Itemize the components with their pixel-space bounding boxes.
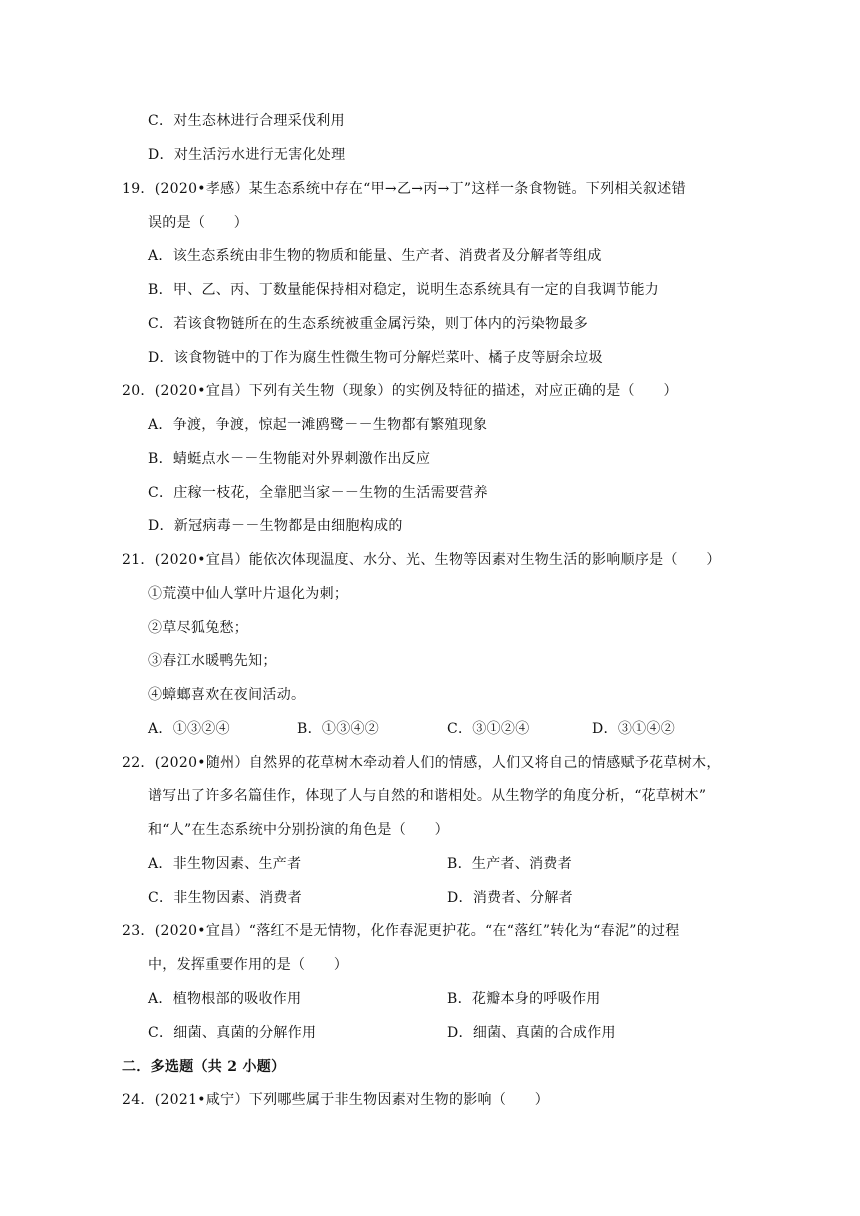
q19-option-b: B．甲、乙、丙、丁数量能保持相对稳定，说明生态系统具有一定的自我调节能力 [148, 282, 660, 298]
q22-option-d: D．消费者、分解者 [447, 890, 573, 906]
question-22-text-cont-1: 谱写出了许多名篇佳作，体现了人与自然的和谐相处。从生物学的角度分析，“花草树木” [148, 788, 707, 804]
question-19-text: 19．(2020•孝感）某生态系统中存在“甲→乙→丙→丁”这样一条食物链。下列相关叙述错 [122, 181, 686, 197]
question-19-text-cont: 误的是（ ） [148, 215, 249, 231]
q18-option-c: C．对生态林进行合理采伐利用 [148, 113, 345, 129]
q21-statement-2: ②草尽狐兔愁； [148, 620, 249, 636]
q21-statement-3: ③春江水暖鸭先知； [148, 653, 277, 669]
question-23-text-cont: 中，发挥重要作用的是（ ） [148, 957, 349, 973]
q23-option-d: D．细菌、真菌的合成作用 [447, 1025, 616, 1041]
q20-option-d: D．新冠病毒－－生物都是由细胞构成的 [148, 518, 403, 534]
q22-option-b: B．生产者、消费者 [447, 856, 572, 872]
q21-option-a: A．①③②④ [148, 721, 230, 737]
q21-option-b: B．①③④② [297, 721, 380, 737]
question-24-text: 24．(2021•咸宁）下列哪些属于非生物因素对生物的影响（ ） [122, 1092, 550, 1108]
q20-option-a: A．争渡，争渡，惊起一滩鸥鹭－－生物都有繁殖现象 [148, 417, 488, 433]
question-21-text: 21．(2020•宜昌）能依次体现温度、水分、光、生物等因素对生物生活的影响顺序是（ ） [122, 552, 721, 568]
question-23-text: 23．(2020•宜昌）“落红不是无情物，化作春泥更护花。“在“落红”转化为“春泥”的过程 [122, 923, 680, 939]
q22-option-a: A．非生物因素、生产者 [148, 856, 302, 872]
question-22-text: 22．(2020•随州）自然界的花草树木牵动着人们的情感，人们又将自己的情感赋予花草树木， [122, 755, 721, 771]
q21-option-d: D．③①④② [592, 721, 676, 737]
question-20-text: 20．(2020•宜昌）下列有关生物（现象）的实例及特征的描述，对应正确的是（ ） [122, 383, 678, 399]
q21-statement-1: ①荒漠中仙人掌叶片退化为刺； [148, 586, 349, 602]
section-heading-multiple-choice: 二．多选题（共 2 小题） [122, 1059, 286, 1075]
q21-statement-4: ④蟑螂喜欢在夜间活动。 [148, 687, 306, 703]
question-22-text-cont-2: 和“人”在生态系统中分别扮演的角色是（ ） [148, 822, 449, 838]
q23-option-c: C．细菌、真菌的分解作用 [148, 1025, 317, 1041]
q23-option-a: A．植物根部的吸收作用 [148, 991, 302, 1007]
q19-option-a: A．该生态系统由非生物的物质和能量、生产者、消费者及分解者等组成 [148, 248, 602, 264]
q21-option-c: C．③①②④ [447, 721, 530, 737]
q18-option-d: D．对生活污水进行无害化处理 [148, 147, 346, 163]
q19-option-c: C．若该食物链所在的生态系统被重金属污染，则丁体内的污染物最多 [148, 316, 589, 332]
q22-option-c: C．非生物因素、消费者 [148, 890, 303, 906]
q20-option-c: C．庄稼一枝花，全靠肥当家－－生物的生活需要营养 [148, 485, 488, 501]
q20-option-b: B．蜻蜓点水－－生物能对外界刺激作出反应 [148, 451, 431, 467]
q23-option-b: B．花瓣本身的呼吸作用 [447, 991, 601, 1007]
q19-option-d: D．该食物链中的丁作为腐生性微生物可分解烂菜叶、橘子皮等厨余垃圾 [148, 350, 603, 366]
